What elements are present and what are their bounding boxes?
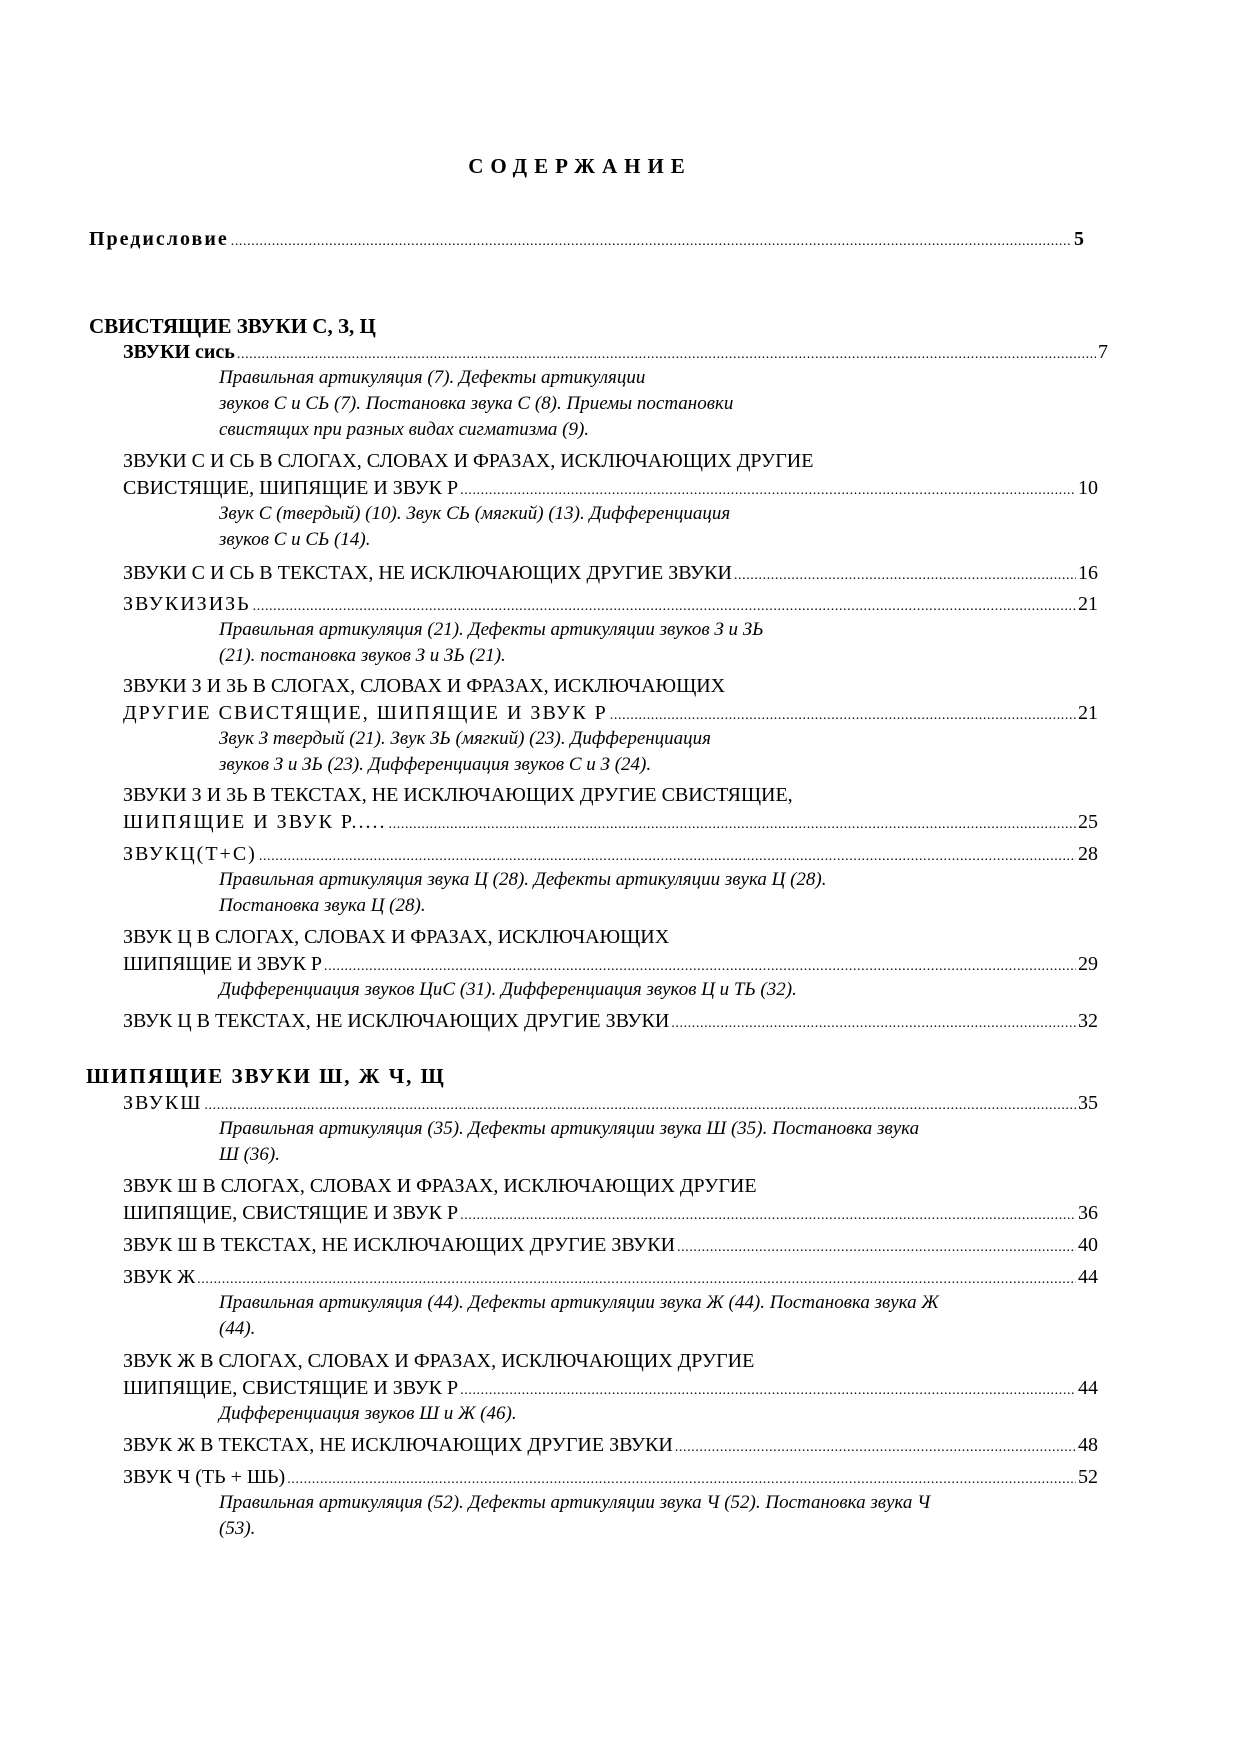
toc-page-number: 10 xyxy=(1078,477,1098,499)
toc-entry-label: ШИПЯЩИЕ, СВИСТЯЩИЕ И ЗВУК Р xyxy=(123,1202,459,1224)
toc-entry-label: ДРУГИЕ СВИСТЯЩИЕ, ШИПЯЩИЕ И ЗВУК Р xyxy=(123,702,608,724)
dot-leader xyxy=(677,1240,1076,1256)
toc-entry xyxy=(123,1010,1098,1033)
toc-page-number: 16 xyxy=(1078,562,1098,584)
toc-entry xyxy=(123,843,1098,866)
toc-entry xyxy=(123,341,1108,364)
toc-entry-description: (21). постановка звуков З и ЗЬ (21). xyxy=(219,645,506,666)
dot-leader xyxy=(675,1440,1076,1456)
toc-entry-label: ШИПЯЩИЕ И ЗВУК Р..... xyxy=(123,811,387,833)
dot-leader xyxy=(460,483,1076,499)
toc-entry-description: (44). xyxy=(219,1318,256,1339)
toc-entry-label: ЗВУК Ц В ТЕКСТАХ, НЕ ИСКЛЮЧАЮЩИХ ДРУГИЕ ЗВУКИ xyxy=(123,1010,670,1032)
toc-entry-label: ЗВУКИ сись xyxy=(123,341,235,363)
toc-page-number: 21 xyxy=(1078,593,1098,615)
toc-entry-label: ЗВУКШ xyxy=(123,1092,203,1114)
toc-entry-description: Дифференциация звуков Ш и Ж (46). xyxy=(219,1403,517,1424)
dot-leader xyxy=(231,234,1072,250)
toc-entry xyxy=(123,1466,1098,1489)
toc-entry-label: ЗВУК Ц В СЛОГАХ, СЛОВАХ И ФРАЗАХ, ИСКЛЮЧАЮЩИХ xyxy=(123,926,670,948)
toc-page-number: 32 xyxy=(1078,1010,1098,1032)
toc-entry xyxy=(123,562,1098,585)
toc-entry-description: Правильная артикуляция (21). Дефекты артикуляции звуков З и ЗЬ xyxy=(219,619,764,640)
toc-page-number: 7 xyxy=(1098,341,1108,363)
dot-leader xyxy=(460,1383,1076,1399)
toc-page-number: 35 xyxy=(1078,1092,1098,1114)
toc-entry-label: ЗВУКИ С И СЬ В ТЕКСТАХ, НЕ ИСКЛЮЧАЮЩИХ ДРУГИЕ ЗВУКИ xyxy=(123,562,732,584)
toc-entry-description: звуков С и СЬ (7). Постановка звука С (8). Приемы постановки xyxy=(219,393,734,414)
toc-entry xyxy=(123,1377,1098,1400)
toc-page-number: 40 xyxy=(1078,1234,1098,1256)
toc-entry xyxy=(123,1202,1098,1225)
toc-entry-label: ЗВУКИ З И ЗЬ В ТЕКСТАХ, НЕ ИСКЛЮЧАЮЩИХ ДРУГИЕ СВИСТЯЩИЕ, xyxy=(123,784,793,806)
page-title: СОДЕРЖАНИЕ xyxy=(468,154,692,178)
toc-entry-label: ЗВУКИЗИЗЬ xyxy=(123,593,251,615)
section-heading: ШИПЯЩИЕ ЗВУКИ Ш, Ж Ч, Щ xyxy=(86,1064,446,1088)
toc-entry-description: (53). xyxy=(219,1518,256,1539)
toc-entry-description: Дифференциация звуков ЦиС (31). Дифференциация звуков Ц и ТЬ (32). xyxy=(219,979,797,1000)
dot-leader xyxy=(734,568,1076,584)
toc-page-number: 5 xyxy=(1074,228,1084,250)
toc-page-number: 44 xyxy=(1078,1377,1098,1399)
toc-page-number: 29 xyxy=(1078,953,1098,975)
toc-entry-description: Звук С (твердый) (10). Звук СЬ (мягкий) (13). Дифференциация xyxy=(219,503,731,524)
toc-entry-description: Правильная артикуляция (52). Дефекты артикуляции звука Ч (52). Постановка звука Ч xyxy=(219,1492,931,1513)
dot-leader xyxy=(389,817,1076,833)
toc-entry-label: ЗВУКИ С И СЬ В СЛОГАХ, СЛОВАХ И ФРАЗАХ, ИСКЛЮЧАЮЩИХ ДРУГИЕ xyxy=(123,450,814,472)
section-heading: СВИСТЯЩИЕ ЗВУКИ С, З, Ц xyxy=(89,314,376,338)
toc-entry-label: СВИСТЯЩИЕ, ШИПЯЩИЕ И ЗВУК Р xyxy=(123,477,459,499)
dot-leader xyxy=(324,959,1076,975)
toc-page-number: 44 xyxy=(1078,1266,1098,1288)
toc-entry xyxy=(123,1266,1098,1289)
toc-entry-description: Правильная артикуляция (35). Дефекты артикуляции звука Ш (35). Постановка звука xyxy=(219,1118,920,1139)
dot-leader xyxy=(204,1098,1076,1114)
toc-entry-label: ЗВУК Ч (ТЬ + ШЬ) xyxy=(123,1466,286,1488)
toc-entry xyxy=(123,953,1098,976)
toc-entry xyxy=(123,1434,1098,1457)
dot-leader xyxy=(253,599,1076,615)
toc-entry-label: ЗВУКЦ(Т+С) xyxy=(123,843,257,865)
dot-leader xyxy=(610,708,1076,724)
dot-leader xyxy=(671,1016,1076,1032)
toc-entry-description: Звук З твердый (21). Звук ЗЬ (мягкий) (23). Дифференциация xyxy=(219,728,712,749)
toc-entry-description: звуков З и ЗЬ (23). Дифференциация звуков С и З (24). xyxy=(219,754,652,775)
toc-entry-label: ЗВУК Ш В ТЕКСТАХ, НЕ ИСКЛЮЧАЮЩИХ ДРУГИЕ ЗВУКИ xyxy=(123,1234,676,1256)
toc-page-number: 48 xyxy=(1078,1434,1098,1456)
toc-entry-description: Ш (36). xyxy=(219,1144,280,1165)
toc-entry-label: ЗВУК Ж В СЛОГАХ, СЛОВАХ И ФРАЗАХ, ИСКЛЮЧАЮЩИХ ДРУГИЕ xyxy=(123,1350,755,1372)
dot-leader xyxy=(460,1208,1076,1224)
toc-entry-label: ШИПЯЩИЕ, СВИСТЯЩИЕ И ЗВУК Р xyxy=(123,1377,459,1399)
toc-page-number: 25 xyxy=(1078,811,1098,833)
toc-entry xyxy=(123,477,1098,500)
toc-entry-description: Правильная артикуляция (44). Дефекты артикуляции звука Ж (44). Постановка звука Ж xyxy=(219,1292,939,1313)
toc-entry-description: Правильная артикуляция (7). Дефекты артикуляции xyxy=(219,367,646,388)
toc-entry-description: Правильная артикуляция звука Ц (28). Дефекты артикуляции звука Ц (28). xyxy=(219,869,827,890)
toc-entry xyxy=(123,1234,1098,1257)
toc-entry xyxy=(123,1092,1098,1115)
toc-entry-label: ЗВУК Ж В ТЕКСТАХ, НЕ ИСКЛЮЧАЮЩИХ ДРУГИЕ ЗВУКИ xyxy=(123,1434,673,1456)
toc-entry-label: ЗВУК Ж xyxy=(123,1266,196,1288)
toc-page-number: 36 xyxy=(1078,1202,1098,1224)
toc-entry xyxy=(123,702,1098,725)
dot-leader xyxy=(259,849,1076,865)
toc-entry-description: Постановка звука Ц (28). xyxy=(219,895,426,916)
toc-entry xyxy=(123,811,1098,834)
toc-entry-label: ШИПЯЩИЕ И ЗВУК Р xyxy=(123,953,323,975)
toc-entry-preface xyxy=(89,228,1084,251)
toc-entry-description: звуков С и СЬ (14). xyxy=(219,529,371,550)
toc-entry xyxy=(123,593,1098,616)
toc-entry-label: ЗВУК Ш В СЛОГАХ, СЛОВАХ И ФРАЗАХ, ИСКЛЮЧАЮЩИХ ДРУГИЕ xyxy=(123,1175,757,1197)
toc-entry-description: свистящих при разных видах сигматизма (9). xyxy=(219,419,590,440)
toc-entry-label: ЗВУКИ З И ЗЬ В СЛОГАХ, СЛОВАХ И ФРАЗАХ, ИСКЛЮЧАЮЩИХ xyxy=(123,675,726,697)
toc-page-number: 21 xyxy=(1078,702,1098,724)
toc-entry-label: Предисловие xyxy=(89,228,229,250)
dot-leader xyxy=(237,347,1096,363)
dot-leader xyxy=(197,1272,1076,1288)
dot-leader xyxy=(287,1472,1076,1488)
toc-page-number: 28 xyxy=(1078,843,1098,865)
toc-page-number: 52 xyxy=(1078,1466,1098,1488)
